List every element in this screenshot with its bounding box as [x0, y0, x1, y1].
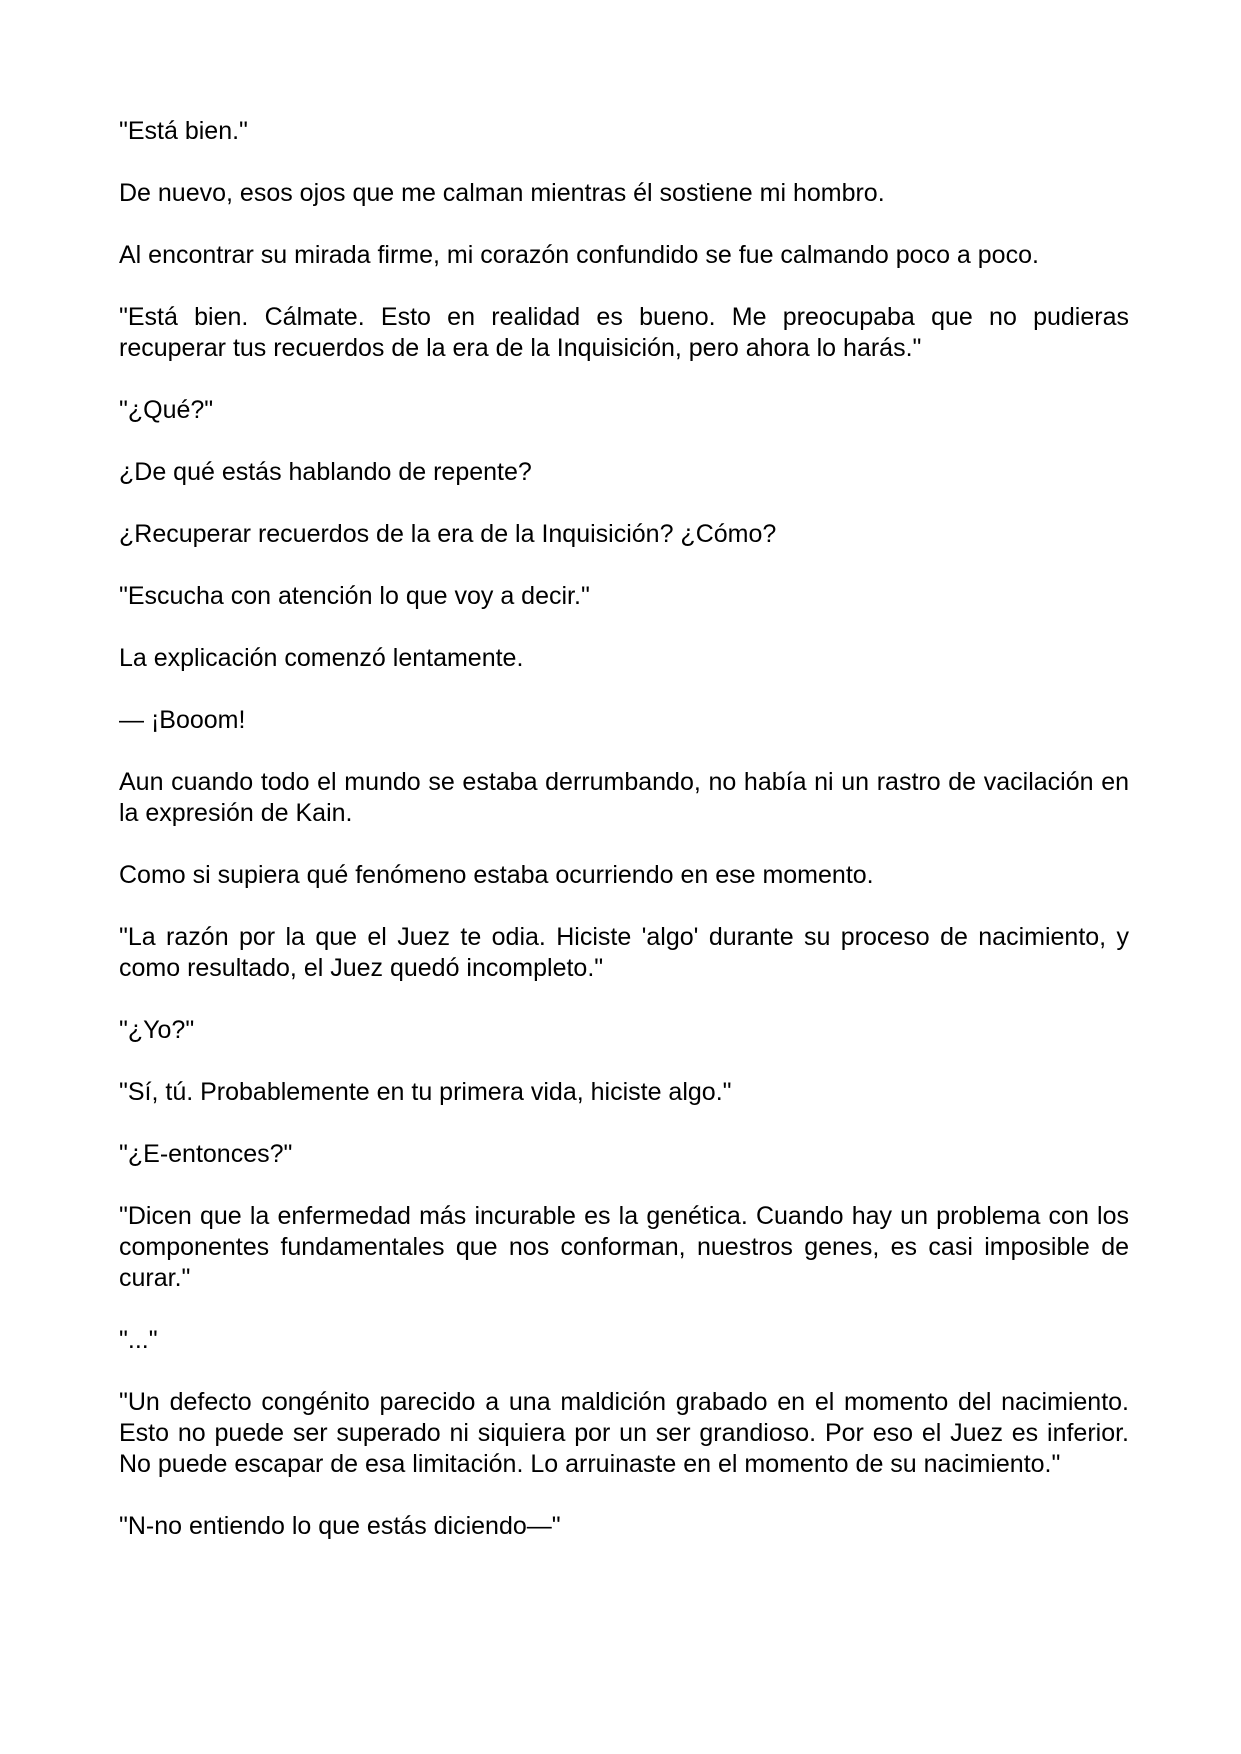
paragraph: "..."	[119, 1326, 158, 1354]
paragraph: "Está bien. Cálmate. Esto en realidad es bueno. Me preocupaba que no pudieras recuperar tus recuerdos de la era de la Inquisición, pero ahora lo harás."	[119, 303, 1129, 362]
paragraph: — ¡Booom!	[119, 706, 246, 734]
paragraph: "Está bien."	[119, 117, 248, 145]
paragraph: "N-no entiendo lo que estás diciendo—"	[119, 1512, 561, 1540]
paragraph: "¿E-entonces?"	[119, 1140, 293, 1168]
paragraph: De nuevo, esos ojos que me calman mientras él sostiene mi hombro.	[119, 179, 885, 207]
paragraph: Al encontrar su mirada firme, mi corazón confundido se fue calmando poco a poco.	[119, 241, 1039, 269]
paragraph: Como si supiera qué fenómeno estaba ocurriendo en ese momento.	[119, 861, 874, 889]
paragraph: ¿De qué estás hablando de repente?	[119, 458, 532, 486]
paragraph: "¿Yo?"	[119, 1016, 195, 1044]
paragraph: "Sí, tú. Probablemente en tu primera vida, hiciste algo."	[119, 1078, 732, 1106]
document-body	[119, 116, 1129, 1573]
paragraph: Aun cuando todo el mundo se estaba derrumbando, no había ni un rastro de vacilación en la expresión de Kain.	[119, 768, 1129, 827]
paragraph: "Dicen que la enfermedad más incurable es la genética. Cuando hay un problema con los componentes fundamentales que nos conforman, nuestros genes, es casi imposible de curar."	[119, 1202, 1129, 1292]
paragraph: La explicación comenzó lentamente.	[119, 644, 524, 672]
paragraph: "Un defecto congénito parecido a una maldición grabado en el momento del nacimiento. Esto no puede ser superado ni siquiera por un ser grandioso. Por eso el Juez es inferior. No puede escapar de esa limitación. Lo arruinaste en el momento de su nacimiento."	[119, 1388, 1129, 1478]
paragraph: "Escucha con atención lo que voy a decir."	[119, 582, 590, 610]
paragraph: "La razón por la que el Juez te odia. Hiciste 'algo' durante su proceso de nacimiento, y como resultado, el Juez quedó incompleto."	[119, 923, 1129, 982]
paragraph: ¿Recuperar recuerdos de la era de la Inquisición? ¿Cómo?	[119, 520, 777, 548]
paragraph: "¿Qué?"	[119, 396, 214, 424]
